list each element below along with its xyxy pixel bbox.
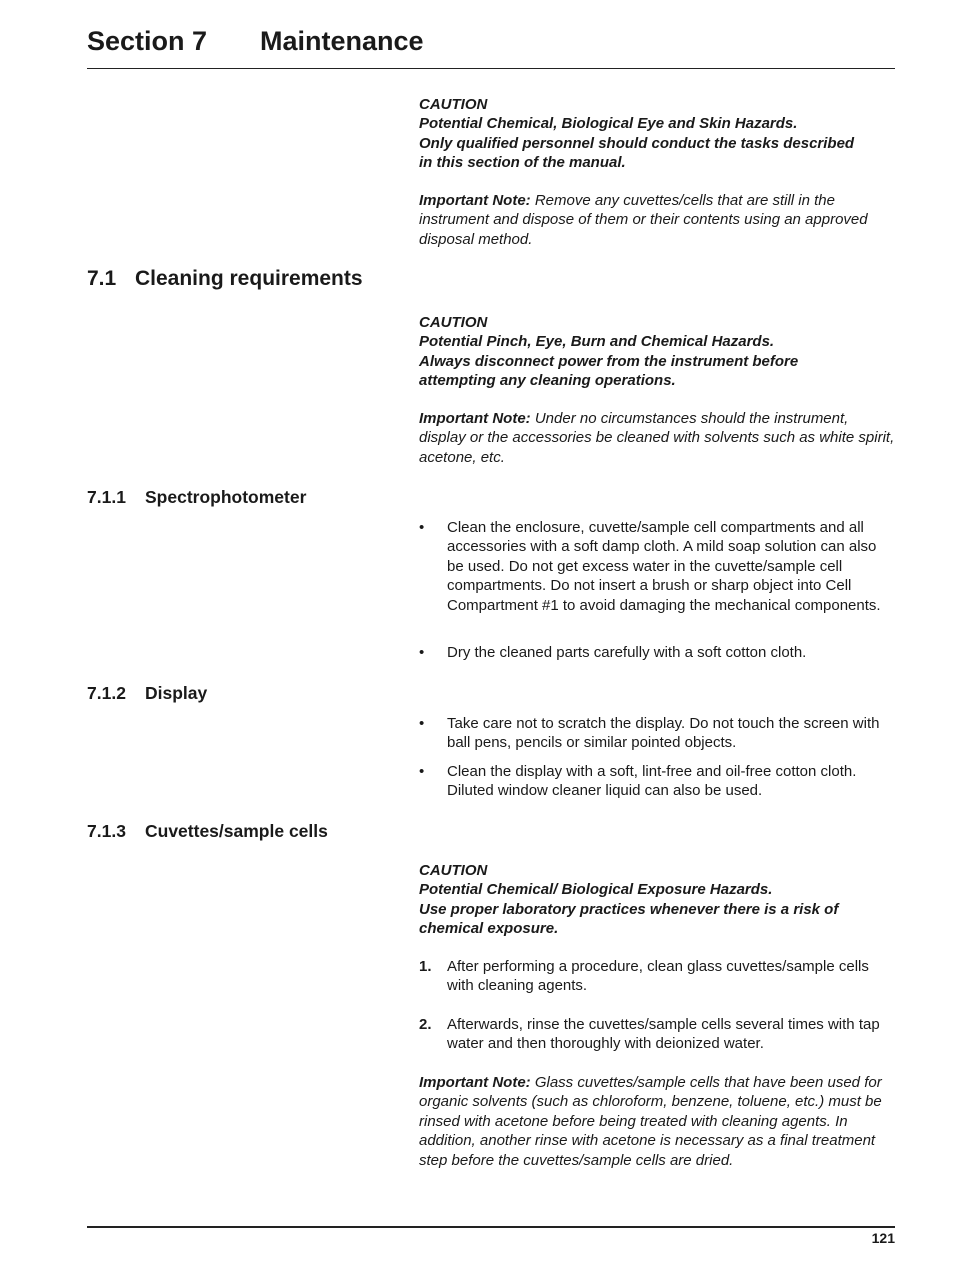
list-item bbox=[419, 1015, 895, 1054]
bullet-marker: • bbox=[419, 715, 425, 732]
caution-line: Potential Chemical/ Biological Exposure Hazards. bbox=[419, 881, 773, 899]
caution-label: CAUTION bbox=[419, 314, 488, 331]
header-rule bbox=[87, 68, 895, 69]
note-text: Glass cuvettes/sample cells that have been used for organic solvents (such as chloroform, benzene, toluene, etc.) must be rinsed with acetone before being treated with cleaning agents. In addition, another rinse with acetone is necessary as a final treatment step before the cuvettes/sample cells are dried. bbox=[419, 1074, 882, 1169]
caution-line: Potential Chemical, Biological Eye and Skin Hazards. bbox=[419, 115, 798, 133]
heading-title: Display bbox=[145, 683, 208, 703]
section-number: Section 7 bbox=[87, 26, 208, 56]
list-item bbox=[419, 518, 895, 615]
heading-7-1-3 bbox=[87, 820, 328, 842]
list-item bbox=[419, 643, 895, 662]
step-text: Afterwards, rinse the cuvettes/sample cells several times with tap water and then thoroughly with deionized water. bbox=[447, 1016, 880, 1053]
heading-title: Spectrophotometer bbox=[145, 487, 307, 507]
caution-label: CAUTION bbox=[419, 96, 488, 113]
intro-important-note bbox=[419, 191, 895, 249]
intro-caution bbox=[419, 95, 895, 173]
cuvettes-caution bbox=[419, 861, 895, 939]
note-label: Important Note: bbox=[419, 1074, 531, 1091]
bullet-text: Clean the enclosure, cuvette/sample cell compartments and all accessories with a soft damp cloth. A mild soap solution can also be used. Do not get excess water in the cuvette/sample cell compartments. Do not insert a brush or sharp object into Cell Compartment #1 to avoid damaging the mechanical components. bbox=[447, 519, 881, 614]
caution-line: attempting any cleaning operations. bbox=[419, 372, 676, 390]
step-number: 2. bbox=[419, 1016, 432, 1033]
cleaning-important-note bbox=[419, 409, 895, 467]
bullet-text: Take care not to scratch the display. Do not touch the screen with ball pens, pencils or similar pointed objects. bbox=[447, 715, 880, 752]
heading-7-1 bbox=[87, 266, 363, 292]
page-header bbox=[87, 24, 424, 58]
caution-line: chemical exposure. bbox=[419, 920, 559, 938]
page-number: 121 bbox=[871, 1230, 895, 1246]
caution-line: in this section of the manual. bbox=[419, 154, 626, 172]
heading-number: 7.1 bbox=[87, 267, 117, 290]
heading-7-1-1 bbox=[87, 486, 306, 508]
bullet-marker: • bbox=[419, 644, 425, 661]
bullet-marker: • bbox=[419, 519, 425, 536]
cleaning-caution bbox=[419, 313, 895, 391]
caution-line: Use proper laboratory practices whenever there is a risk of bbox=[419, 900, 839, 918]
heading-title: Cleaning requirements bbox=[135, 267, 363, 290]
section-title: Maintenance bbox=[260, 26, 424, 56]
caution-line: Only qualified personnel should conduct the tasks described bbox=[419, 134, 855, 152]
caution-line: Potential Pinch, Eye, Burn and Chemical Hazards. bbox=[419, 333, 775, 351]
bullet-text: Clean the display with a soft, lint-free and oil-free cotton cloth. Diluted window cleaner liquid can also be used. bbox=[447, 763, 857, 800]
heading-number: 7.1.2 bbox=[87, 683, 126, 703]
heading-number: 7.1.1 bbox=[87, 487, 126, 507]
note-label: Important Note: bbox=[419, 192, 531, 209]
step-text: After performing a procedure, clean glass cuvettes/sample cells with cleaning agents. bbox=[447, 958, 869, 995]
list-item bbox=[419, 957, 895, 996]
bullet-text: Dry the cleaned parts carefully with a soft cotton cloth. bbox=[447, 644, 807, 661]
footer-rule bbox=[87, 1226, 895, 1228]
list-item bbox=[419, 714, 895, 753]
heading-7-1-2 bbox=[87, 682, 207, 704]
step-number: 1. bbox=[419, 958, 432, 975]
cuvettes-important-note bbox=[419, 1073, 895, 1170]
list-item bbox=[419, 762, 895, 801]
bullet-marker: • bbox=[419, 763, 425, 780]
heading-title: Cuvettes/sample cells bbox=[145, 821, 328, 841]
caution-line: Always disconnect power from the instrument before bbox=[419, 352, 799, 370]
note-label: Important Note: bbox=[419, 410, 531, 427]
caution-label: CAUTION bbox=[419, 862, 488, 879]
heading-number: 7.1.3 bbox=[87, 821, 126, 841]
note-text: Under no circumstances should the instrument, display or the accessories be cleaned with solvents such as white spirit, acetone, etc. bbox=[419, 410, 895, 466]
note-text: Remove any cuvettes/cells that are still in the instrument and dispose of them or their contents using an approved disposal method. bbox=[419, 192, 868, 248]
